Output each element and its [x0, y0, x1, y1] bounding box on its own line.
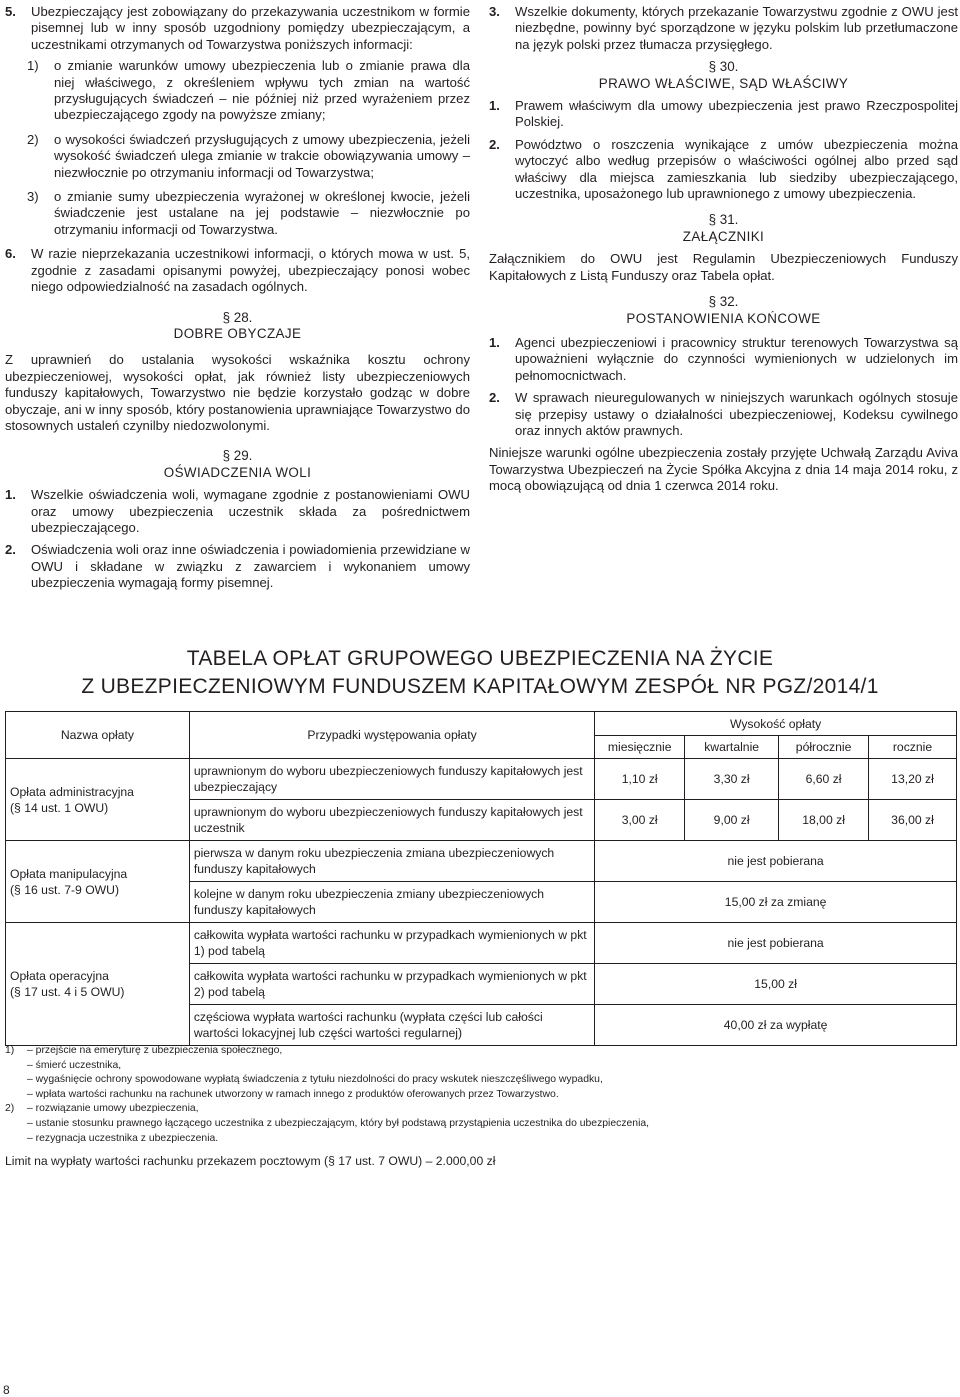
header-period: półrocznie [779, 736, 869, 759]
fee-case: kolejne w danym roku ubezpieczenia zmiany ubezpieczeniowych funduszy kapitałowych [189, 882, 594, 923]
fee-value: 3,30 zł [685, 759, 779, 800]
fees-table [5, 711, 957, 1046]
s32-item-2 [489, 390, 958, 439]
footnote-line: – rezygnacja uczestnika z ubezpieczenia. [27, 1132, 219, 1144]
fee-value: 6,60 zł [779, 759, 869, 800]
item-5 [5, 4, 470, 53]
fee-value: 9,00 zł [685, 800, 779, 841]
fee-value: 18,00 zł [779, 800, 869, 841]
table-title-line-2: Z UBEZPIECZENIOWYM FUNDUSZEM KAPITAŁOWYM ZESPÓŁ NR PGZ/2014/1 [81, 675, 879, 698]
sub-item-3 [27, 189, 470, 238]
fee-value: nie jest pobierana [595, 923, 957, 964]
item-text: Powództwo o roszczenia wynikające z umów ubezpieczenia można wytoczyć albo według przepisów o właściwości ogólnej albo przed sąd właściwy dla miejsca zamieszkania lub siedziby ubezpieczającego, uczestnika, uposażonego lub uprawnionego z umowy ubezpieczenia. [515, 136, 958, 202]
section-title: ZAŁĄCZNIKI [682, 228, 765, 244]
footnote-line: – rozwiązanie umowy ubezpieczenia, [27, 1103, 199, 1115]
fee-case: pierwsza w danym roku ubezpieczenia zmiana ubezpieczeniowych funduszy kapitałowych [189, 841, 594, 882]
section-30-heading [489, 59, 958, 92]
closing-text: Niniejsze warunki ogólne ubezpieczenia zostały przyjęte Uchwałą Zarządu Aviva Towarzystwa Ubezpieczeń na Życie Spółka Akcyjna z dnia 14 maja 2014 roku, z mocą obowiązującą od dnia 1 czerwca 2014 roku. [489, 445, 958, 494]
section-title: OŚWIADCZENIA WOLI [163, 464, 312, 480]
fee-name: Opłata operacyjna (§ 17 ust. 4 i 5 OWU) [6, 923, 190, 1046]
footnote-key: 2) [5, 1103, 15, 1115]
item-number: 1. [489, 334, 500, 350]
footnote-line: – przejście na emeryturę z ubezpieczenia społecznego, [27, 1045, 283, 1056]
fee-value: 36,00 zł [869, 800, 957, 841]
table-title [0, 645, 960, 701]
section-32-heading [489, 294, 958, 327]
footnote-1 [5, 1044, 955, 1102]
section-31-heading [489, 212, 958, 245]
item-number: 2. [489, 136, 500, 152]
table-row [6, 841, 957, 882]
fee-name: Opłata administracyjna (§ 14 ust. 1 OWU) [6, 759, 190, 841]
fee-case: częściowa wypłata wartości rachunku (wypłata części lub całości wartości lokacyjnej lub części wartości regularnej) [189, 1005, 594, 1046]
paragraph-number: § 30. [708, 59, 739, 75]
item-text: Oświadczenia woli oraz inne oświadczenia i powiadomienia przewidziane w OWU i składane w związku z zawarciem i wykonaniem umowy ubezpieczenia wymagają formy pisemnej. [31, 542, 470, 591]
footnote-line: – wpłata wartości rachunku na rachunek utworzony w ramach innego z produktów oferowanych przez Towarzystwo. [27, 1088, 559, 1100]
fee-case: uprawnionym do wyboru ubezpieczeniowych funduszy kapitałowych jest ubezpieczający [189, 759, 594, 800]
item-number: 6. [5, 246, 16, 262]
page-number: 8 [3, 1383, 10, 1397]
header-period: rocznie [869, 736, 957, 759]
sub-number: 3) [27, 189, 39, 205]
footnote-2 [5, 1102, 955, 1146]
fee-value: 1,10 zł [595, 759, 685, 800]
header-cases: Przypadki występowania opłaty [189, 712, 594, 759]
paragraph-number: § 28. [222, 309, 253, 325]
s29-item-2 [5, 542, 470, 591]
sub-text: o zmianie warunków umowy ubezpieczenia lub o zmianie prawa dla niej właściwego, z określeniem wpływu tych zmian na wartość przysługujących świadczeń – nie później niż przed wyrażeniem przez ubezpieczającego zgody na powyższe zmiany; [54, 58, 470, 123]
header-period: miesięcznie [595, 736, 685, 759]
item-6 [5, 246, 470, 295]
fee-value: 15,00 zł za zmianę [595, 882, 957, 923]
table-title-line-1: TABELA OPŁAT GRUPOWEGO UBEZPIECZENIA NA ŻYCIE [186, 647, 774, 670]
fee-value: 40,00 zł za wypłatę [595, 1005, 957, 1046]
sub-number: 2) [27, 131, 39, 147]
fee-value: nie jest pobierana [595, 841, 957, 882]
footnote-line: – śmierć uczestnika, [27, 1059, 122, 1071]
item-text: Wszelkie oświadczenia woli, wymagane zgodnie z postanowieniami OWU oraz umowy ubezpieczenia uczestnik składa za pośrednictwem ubezpieczającego. [31, 487, 470, 535]
section-title: PRAWO WŁAŚCIWE, SĄD WŁAŚCIWY [598, 75, 849, 91]
item-number: 1. [489, 98, 500, 114]
section-title: POSTANOWIENIA KOŃCOWE [626, 310, 821, 326]
paragraph-number: § 29. [222, 448, 253, 464]
fee-case: całkowita wypłata wartości rachunku w przypadkach wymienionych w pkt 2) pod tabelą [189, 964, 594, 1005]
paragraph-number: § 32. [708, 294, 739, 310]
header-amount: Wysokość opłaty [595, 712, 957, 736]
footnote-key: 1) [5, 1045, 15, 1056]
fee-value: 3,00 zł [595, 800, 685, 841]
limit-note: Limit na wypłaty wartości rachunku przekazem pocztowym (§ 17 ust. 7 OWU) – 2.000,00 zł [5, 1154, 496, 1168]
item-number: 3. [489, 4, 500, 19]
paragraph-number: § 31. [708, 212, 739, 228]
sub-item-2 [27, 132, 470, 181]
item-number: 2. [5, 542, 16, 558]
item-number: 5. [5, 4, 16, 19]
item-number: 2. [489, 390, 500, 406]
fee-name: Opłata manipulacyjna (§ 16 ust. 7-9 OWU) [6, 841, 190, 923]
item-text: Agenci ubezpieczeniowi i pracownicy struktur terenowych Towarzystwa są upoważnieni wyłącznie do czynności wymienionych w udzielonych im pełnomocnictwach. [515, 334, 958, 383]
fee-case: całkowita wypłata wartości rachunku w przypadkach wymienionych w pkt 1) pod tabelą [189, 923, 594, 964]
item-text: W razie nieprzekazania uczestnikowi informacji, o których mowa w ust. 5, zgodnie z zasadami opisanymi powyżej, ubezpieczający ponosi wobec niego odpowiedzialność na zasadach ogólnych. [31, 246, 470, 295]
item-3 [489, 4, 958, 53]
sub-item-1 [27, 58, 470, 124]
item-text: Prawem właściwym dla umowy ubezpieczenia jest prawo Rzeczpospolitej Polskiej. [515, 98, 958, 130]
footnote-line: – ustanie stosunku prawnego łączącego uczestnika z ubezpieczającym, który był podstawą przystąpienia uczestnika do ubezpieczenia, [27, 1117, 650, 1129]
sub-number: 1) [27, 58, 39, 74]
item-number: 1. [5, 487, 16, 503]
footnotes [5, 1044, 955, 1146]
section-title: DOBRE OBYCZAJE [173, 325, 302, 341]
sub-text: o wysokości świadczeń przysługujących z umowy ubezpieczenia, jeżeli wysokość świadczeń ulega zmianie w trakcie obowiązywania umowy – niezwłocznie po otrzymaniu informacji od Towarzystwa; [54, 131, 470, 180]
item-text: Ubezpieczający jest zobowiązany do przekazywania uczestnikom w formie pisemnej lub w inny sposób uzgodniony pomiędzy ubezpieczającym, a uczestnikami otrzymanych od Towarzystwa poniższych informacji: [31, 4, 470, 52]
footnote-line: – wygaśnięcie ochrony spowodowane wypłatą świadczenia z tytułu niezdolności do pracy wskutek nieszczęśliwego wypadku, [27, 1074, 603, 1086]
fee-case: uprawnionym do wyboru ubezpieczeniowych funduszy kapitałowych jest uczestnik [189, 800, 594, 841]
left-column [5, 4, 470, 598]
table-header-row [6, 712, 957, 736]
s29-item-1 [5, 487, 470, 536]
table-row [6, 923, 957, 964]
section-28-text: Z uprawnień do ustalania wysokości wskaźnika kosztu ochrony ubezpieczeniowej, wysokości opłat, jak również listy ubezpieczeniowych funduszy kapitałowych, Towarzystwo nie będzie korzystało godząc w dobre obyczaje, ani w inny sposób, który postanowienia uprawniające Towarzystwo do stosownych ustaleń czynilby niedozwolonymi. [5, 352, 470, 433]
table-row [6, 759, 957, 800]
s30-item-1 [489, 98, 958, 131]
section-31-text: Załącznikiem do OWU jest Regulamin Ubezpieczeniowych Funduszy Kapitałowych z Listą Funduszy oraz Tabela opłat. [489, 251, 958, 283]
sub-text: o zmianie sumy ubezpieczenia wyrażonej w określonej kwocie, jeżeli świadczenie jest ustalane na jej podstawie – niezwłocznie po otrzymaniu informacji od Towarzystwa. [54, 189, 470, 237]
item-text: Wszelkie dokumenty, których przekazanie Towarzystwu zgodnie z OWU jest niezbędne, powinny być sporządzone w języku polskim lub przetłumaczone na język polski przez tłumacza przysięgłego. [515, 4, 958, 52]
right-column [489, 4, 958, 495]
section-29-heading [5, 448, 470, 481]
fee-value: 15,00 zł [595, 964, 957, 1005]
item-text: W sprawach nieuregulowanych w niniejszych warunkach ogólnych stosuje się przepisy ustawy o działalności ubezpieczeniowej, Kodeksu cywilnego oraz innych aktów prawnych. [515, 390, 958, 438]
header-period: kwartalnie [685, 736, 779, 759]
fee-value: 13,20 zł [869, 759, 957, 800]
section-28-heading [5, 310, 470, 343]
s32-item-1 [489, 335, 958, 384]
header-name: Nazwa opłaty [6, 712, 190, 759]
s30-item-2 [489, 137, 958, 203]
